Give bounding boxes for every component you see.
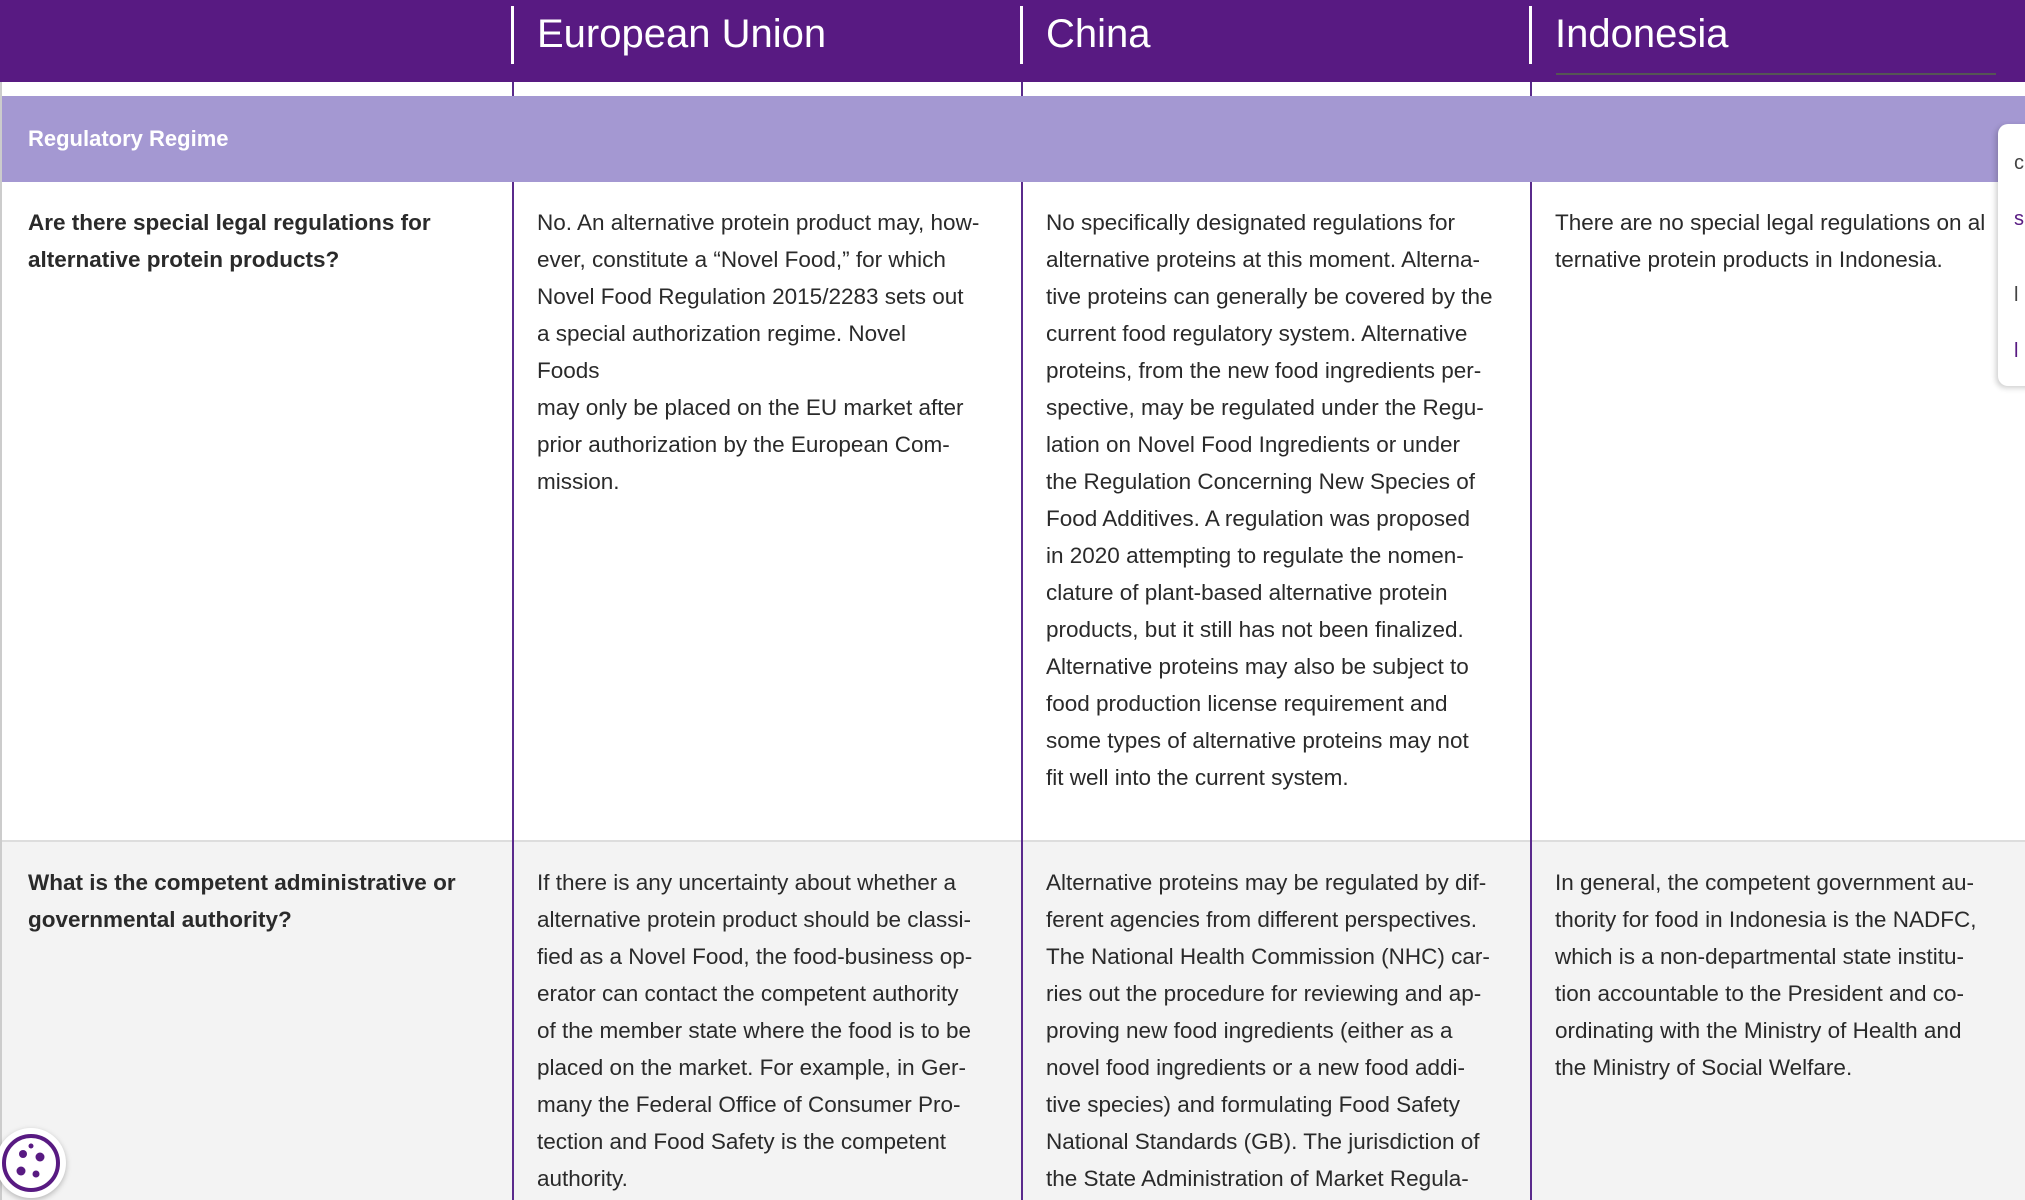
header-empty-cell <box>0 0 511 82</box>
column-divider <box>1530 82 1532 96</box>
question-cell <box>2 842 513 1200</box>
china-answer-cell <box>1022 842 1531 1200</box>
china-answer-cell <box>1022 182 1531 840</box>
indonesia-answer-text: In general, the competent government au- thority for food in Indonesia is the NADFC, which is a non-departmental state institu- tion accountable to the President and co- ordinating with the Ministry of Health and the Ministry of Social Welfare. <box>1555 870 1977 1080</box>
side-panel-glyph[interactable]: s <box>2014 208 2024 230</box>
eu-answer-text: If there is any uncertainty about whether a alternative protein product should be classi- fied as a Novel Food, the food-business op- erator can contact the competent authority of the member state where the food is to be placed on the market. For example, in Ger- many the Federal Office of Consumer Pro- tection and Food Safety is the competent authority. <box>537 870 973 1191</box>
indonesia-answer-cell <box>1531 182 2025 840</box>
side-panel-glyph[interactable]: c <box>2014 152 2024 174</box>
column-divider <box>512 182 514 842</box>
china-answer-text: Alternative proteins may be regulated by dif- ferent agencies from different perspectives. The National Health Commission (NHC) car- ries out the procedure for reviewing and ap- proving new food ingredients (either as a novel food ingredients or a new food addi- tive species) and formulating Food Safety National Standards (GB). The jurisdiction of the State Administration of Market Regula- <box>1046 870 1490 1191</box>
floating-side-panel[interactable] <box>1998 124 2025 386</box>
header-indonesia: Indonesia <box>1555 12 1729 56</box>
side-panel-glyph[interactable]: l <box>2014 340 2019 362</box>
table-row <box>2 842 2025 1200</box>
header-european-union: European Union <box>537 12 827 56</box>
eu-answer-cell <box>513 842 1022 1200</box>
column-divider <box>1021 182 1023 842</box>
column-divider <box>512 842 514 1200</box>
table-row <box>2 182 2025 842</box>
cookie-settings-button[interactable] <box>0 1128 66 1198</box>
question-text: Are there special legal regulations for alternative protein products? <box>28 210 431 272</box>
section-header <box>2 96 2025 182</box>
column-divider <box>1530 182 1532 842</box>
header-china: China <box>1046 12 1151 56</box>
eu-answer-cell <box>513 182 1022 840</box>
column-divider <box>1021 82 1023 96</box>
column-divider <box>1530 842 1532 1200</box>
cut-off-link-underline <box>1556 73 1996 75</box>
column-divider <box>512 82 514 96</box>
indonesia-answer-cell <box>1531 842 2025 1200</box>
cookie-icon <box>0 1128 66 1198</box>
section-title: Regulatory Regime <box>28 126 229 151</box>
indonesia-answer-text: There are no special legal regulations on al ternative protein products in Indonesia. <box>1555 210 1986 272</box>
column-divider <box>1021 842 1023 1200</box>
china-answer-text: No specifically designated regulations for alternative proteins at this moment. Alterna- tive proteins can generally be covered by the current food regulatory system. Alternative proteins, from the new food ingredients per- spective, may be regulated under the Regu- lation on Novel Food Ingredients or under the Regulation Concerning New Species of Food Additives. A regulation was proposed in 2020 attempting to regulate the nomen- clature of plant-based alternative protein products, but it still has not been finalized. Alternative proteins may also be subject to food production license requirement and some types of alternative proteins may not fit well into the current system. <box>1046 210 1493 790</box>
header-gap <box>0 82 2025 96</box>
side-panel-glyph[interactable]: l <box>2014 284 2019 306</box>
table-header <box>0 0 2025 82</box>
eu-answer-text: No. An alternative protein product may, how- ever, constitute a “Novel Food,” for which Novel Food Regulation 2015/2283 sets out a special authorization regime. Novel Foods may only be placed on the EU market after prior authorization by the European Com- mission. <box>537 210 980 494</box>
question-text: What is the competent administrative or governmental authority? <box>28 870 456 932</box>
question-cell <box>2 182 513 840</box>
